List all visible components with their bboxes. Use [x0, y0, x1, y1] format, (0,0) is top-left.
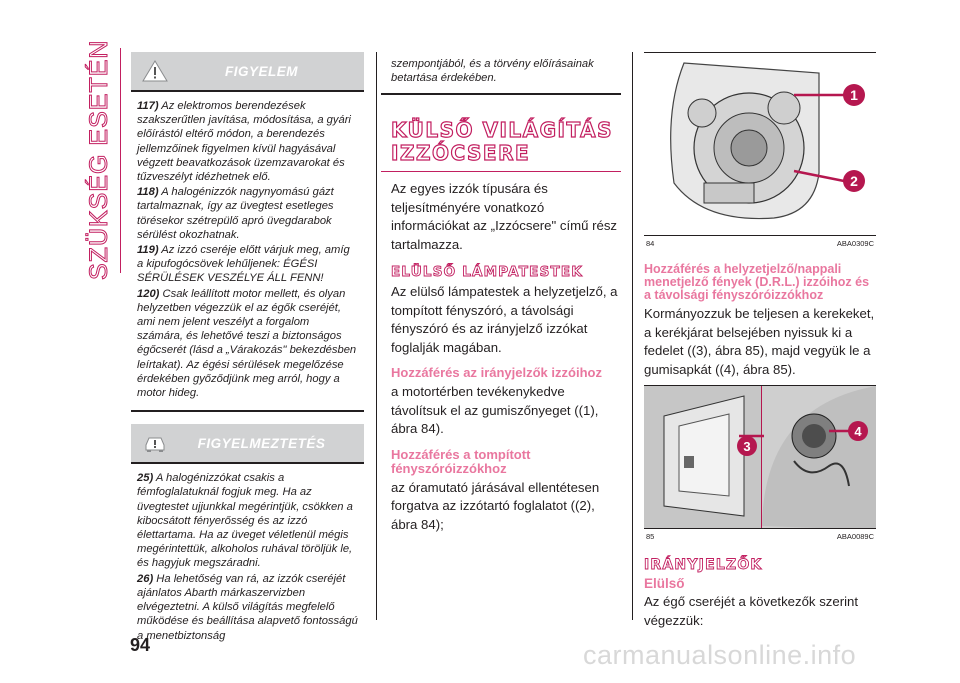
figure-number: 85 [646, 532, 655, 541]
caution-item-num: 25) [137, 472, 154, 485]
column-divider [632, 52, 633, 620]
access-text: az óramutató járásával ellentétesen forgatva az izzótartó foglalatot ((2), ábra 84); [391, 479, 600, 532]
access-heading: Hozzáférés az irányjelzők izzóihoz [391, 365, 602, 381]
callout-1: 1 [850, 87, 858, 103]
headlamp-illustration [644, 53, 876, 236]
warning-item [137, 99, 358, 184]
warning-item-text: Az izzó cseréje előtt várjuk meg, amíg a kipufogócsövek lehűljenek: ÉGÉSI SÉRÜLÉSEK VESZÉLYE ÁLL FENN! [137, 244, 350, 285]
caution-item [137, 572, 358, 643]
figure-84 [644, 52, 876, 236]
site-watermark: carmanualsonline.info [583, 640, 857, 670]
side-divider [120, 48, 121, 273]
warning-triangle-icon [131, 60, 179, 82]
warning-item [137, 287, 358, 401]
access-text: Kormányozzuk be teljesen a kerekeket, a kerékjárat belsejében nyissuk ki a fedelet ((3), ábra 85), majd vegyük le a gumisapkát ((4), ábra 85). [644, 306, 875, 377]
warning-item-num: 117) [137, 100, 159, 112]
callout-4: 4 [854, 424, 862, 439]
caution-item-text: A halogénizzókat csakis a fémfoglalatuknál fogjuk meg. Ha az üvegtestet ujjunkkal megérintjük, csökken a kibocsátott fényerősség és az izzó élettartama. Ha az üveget véletlenül mégis megérintettük, alkoholos ruhával töröljük le, és hagyjuk megszáradni. [137, 472, 353, 570]
access-heading: Hozzáférés a helyzetjelző/nappali menetjelző fények (D.R.L.) izzóihoz és a távolsági fényszóróizzókhoz [644, 262, 870, 302]
figure-number: 84 [646, 239, 655, 248]
warning-item-num: 118) [137, 186, 159, 199]
caution-body [131, 464, 364, 652]
column-divider [376, 52, 377, 620]
car-caution-icon [131, 433, 179, 453]
access-text: a motortérben tevékenykedve távolítsuk el az gumiszőnyeget ((1), ábra 84). [391, 384, 599, 437]
figure-code: ABA0309C [836, 239, 874, 248]
warning-item-text: A halogénizzók nagynyomású gázt tartalmaznak, így az üvegtest esetleges törésekor szétrepülő apró üvegdarabok sérülést okozhatnak. [137, 186, 334, 241]
warning-item-text: Csak leállított motor mellett, és olyan helyzetben végezzük el az égők cseréjét, ami nem jelent veszélyt a forgalom számára, és lehetővé teszi a biztonságos égőcserét (lásd a „Várakozás" bekezdésben leírtakat). Az égési sérülések megelőzése érdekében győződjünk meg arról, hogy a motor hideg. [137, 287, 357, 400]
warning-item-num: 120) [137, 287, 160, 300]
warning-header [131, 52, 364, 92]
callout-3: 3 [743, 439, 751, 454]
body-text: Az égő cseréjét a következők szerint végezzük: [644, 594, 859, 628]
text-column [381, 52, 621, 534]
caution-item [137, 471, 358, 570]
caution-header [131, 424, 364, 464]
caution-item-text: Ha lehetőség van rá, az izzók cseréjét ajánlatos Abarth márkaszervizben elvégeztetni. A külső világítás megfelelő működése és beállítása alapvető fontosságú a menetbiztonság [137, 572, 358, 642]
sub-heading: Elülső [644, 576, 685, 591]
continued-text: szempontjából, és a törvény előírásainak betartása érdekében. [381, 52, 621, 95]
wheel-arch-illustration [644, 386, 876, 529]
warnings-column [131, 52, 364, 653]
callout-2: 2 [850, 173, 858, 189]
warning-item-num: 119) [137, 244, 159, 257]
side-tab-label: SZÜKSÉG ESETÉN [85, 39, 113, 280]
figure-caption [644, 236, 876, 248]
warning-item [137, 243, 358, 286]
intro-text: Az egyes izzók típusára és teljesítményére vonatkozó információkat az „Izzócsere" című rész tartalmazza. [391, 181, 618, 252]
section-heading: IRÁNYJELZŐK [644, 557, 763, 573]
caution-block [131, 424, 364, 652]
warning-item-text: Az elektromos berendezések szakszerűtlen javítása, módosítása, a gyári előírástól eltérő módon, a berendezés jellemzőinek figyelmen kívül hagyásával végzett beavatkozások üzemzavarokat és tűzveszélyt idézhetnek elő. [137, 100, 351, 184]
section-heading: KÜLSŐ VILÁGÍTÁS IZZÓCSERE [381, 119, 621, 172]
warning-item [137, 185, 358, 242]
section-side-tab [82, 39, 116, 280]
figure-85 [644, 385, 876, 529]
sub-heading: ELÜLSŐ LÁMPATESTEK [391, 264, 583, 281]
figure-code: ABA0089C [836, 532, 874, 541]
page-number: 94 [130, 635, 151, 655]
caution-item-num: 26) [137, 572, 154, 585]
sub-text: Az elülső lámpatestek a helyzetjelző, a tompított fényszóró, a távolsági fényszóró és az irányjelző izzókat foglalják magában. [391, 284, 618, 355]
warning-title: FIGYELEM [224, 63, 298, 79]
caution-title: FIGYELMEZTETÉS [197, 435, 326, 451]
access-heading: Hozzáférés a tompított fényszóróizzókhoz [391, 446, 531, 476]
figures-column [644, 52, 876, 630]
figure-caption [644, 529, 876, 541]
warning-body [131, 92, 364, 412]
